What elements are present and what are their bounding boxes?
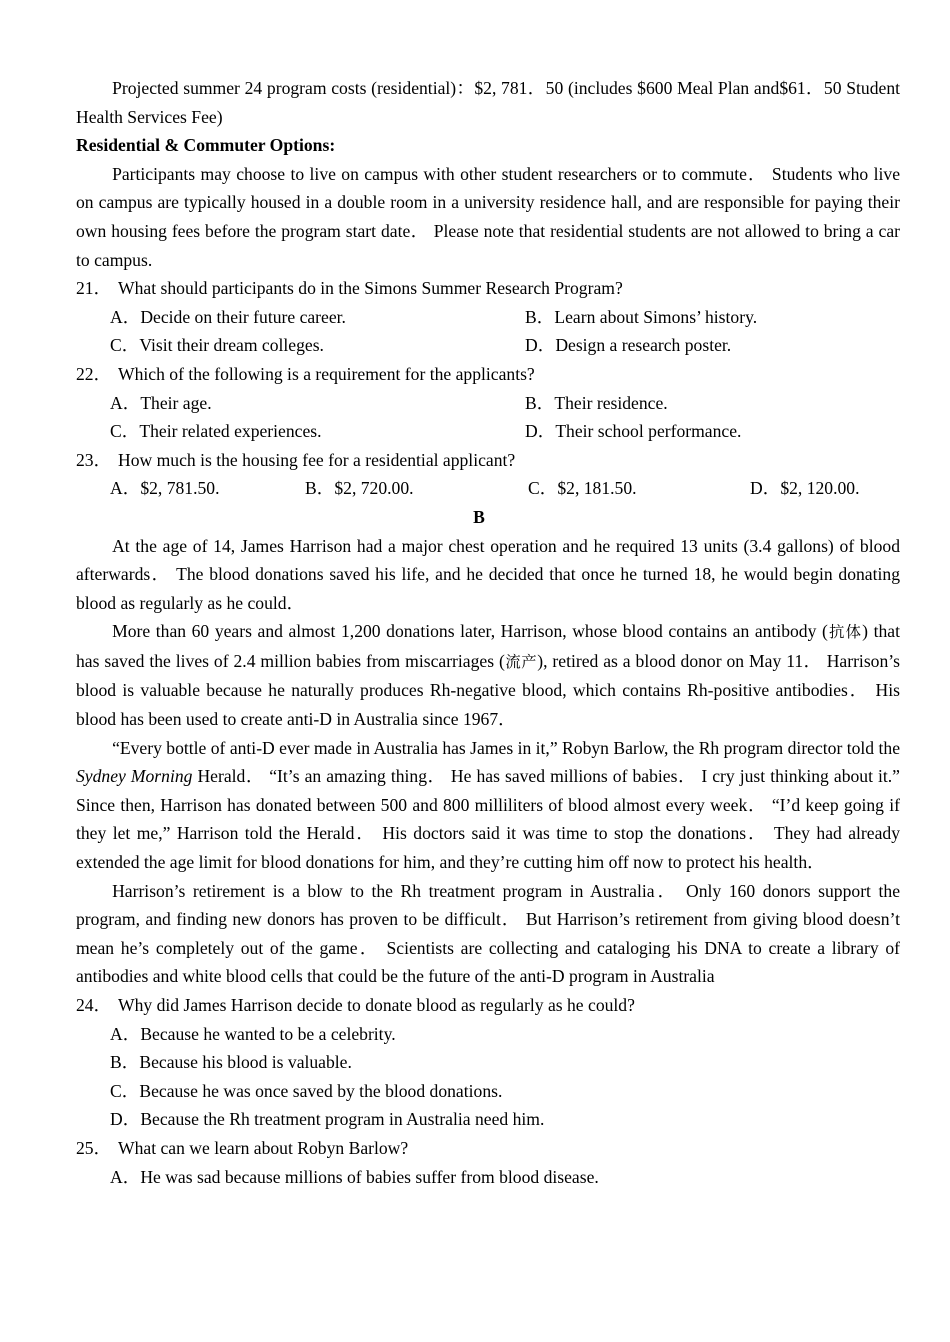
option-text: Their related experiences. [139, 421, 322, 442]
question-22-number: 22． [76, 363, 112, 384]
option-text: Learn about Simons’ history. [554, 306, 758, 327]
question-24-text: Why did James Harrison decide to donate blood as regularly as he could? [118, 995, 635, 1015]
question-25-text: What can we learn about Robyn Barlow? [118, 1137, 409, 1158]
option-text: $2, 120.00. [780, 478, 860, 499]
options-paragraph: Participants may choose to live on campus with other student researchers or to commute． Students who live on campus are typically housed in a double room in a university residence hall, and are responsible for paying their own housing fees before the program start date． Please note that residential students are not allowed to bring a car to campus. [76, 163, 900, 270]
section-letter-b: B [473, 506, 485, 527]
option-label: C． [528, 478, 558, 499]
question-22-options-row-1 [76, 389, 900, 418]
question-22-text: Which of the following is a requirement for the applicants? [118, 363, 535, 384]
option-label: C． [110, 421, 140, 442]
question-22 [76, 360, 900, 389]
option-text: Because he wanted to be a celebrity. [140, 1023, 396, 1044]
question-24-option-d[interactable] [76, 1105, 900, 1134]
question-21-option-b[interactable] [525, 303, 757, 332]
passage-text-segment: “Every bottle of anti-D ever made in Australia has James in it,” Robyn Barlow, the Rh program director told the [112, 737, 900, 758]
option-label: A． [110, 392, 141, 413]
passage-b-paragraph-4: Harrison’s retirement is a blow to the Rh treatment program in Australia． Only 160 donors support the program, and finding new donors has proven to be difficult． But Harrison’s retirement from giving blood doesn’t mean he’s completely out of the game． Scientists are collecting and cataloging his DNA to create a library of antibodies and white blood cells that could be the future of the anti-D program in Australia [76, 880, 900, 987]
option-label: C． [110, 1080, 140, 1101]
passage-text-segment: ), retired as a blood donor on May 11． Harrison’s blood is valuable because he naturally produces Rh-negative blood, which contains Rh-positive antibodies． His blood has been used to create anti-D in Australia since 1967． [76, 650, 900, 730]
question-23-option-d[interactable] [750, 474, 859, 503]
option-text: $2, 781.50. [140, 478, 220, 499]
question-21-option-c[interactable] [110, 331, 324, 360]
passage-b-paragraph-3 [76, 734, 900, 877]
option-text: Because his blood is valuable. [139, 1052, 352, 1073]
option-text: Because he was once saved by the blood donations. [139, 1080, 503, 1101]
question-23-option-a[interactable] [110, 474, 219, 503]
question-22-options-row-2 [76, 417, 900, 446]
option-label: B． [525, 392, 555, 413]
passage-b-paragraph-2 [76, 617, 900, 733]
question-21-option-a[interactable] [110, 303, 346, 332]
option-label: B． [525, 306, 555, 327]
question-21-options-row-2 [76, 331, 900, 360]
option-label: A． [110, 1023, 141, 1044]
question-24-option-c[interactable] [76, 1077, 900, 1106]
question-23-options-row [76, 474, 900, 503]
chinese-gloss-miscarriage: 流产 [504, 652, 538, 671]
question-23-option-b[interactable] [305, 474, 414, 503]
question-21-text: What should participants do in the Simons Summer Research Program? [118, 278, 623, 299]
option-text: $2, 181.50. [557, 478, 637, 499]
option-label: D． [525, 335, 556, 356]
option-label: A． [110, 306, 141, 327]
question-25 [76, 1134, 900, 1163]
option-label: C． [110, 335, 140, 356]
question-22-option-b[interactable] [525, 389, 668, 418]
question-25-option-a[interactable] [76, 1163, 900, 1192]
question-22-option-a[interactable] [110, 389, 212, 418]
option-text: Decide on their future career. [140, 306, 346, 327]
question-23-text: How much is the housing fee for a residential applicant? [118, 449, 516, 470]
option-label: D． [525, 421, 556, 442]
question-21-options-row-1 [76, 303, 900, 332]
residential-commuter-heading: Residential & Commuter Options: [76, 135, 336, 156]
question-24 [76, 991, 900, 1020]
question-24-option-b[interactable] [76, 1048, 900, 1077]
passage-b-paragraph-1: At the age of 14, James Harrison had a major chest operation and he required 13 units (3.4 gallons) of blood afterwards． The blood donations saved his life, and he decided that once he turned 18, he would begin donating blood as regularly as he could． [76, 535, 900, 613]
question-21-number: 21． [76, 278, 112, 299]
option-text: Their age. [140, 392, 212, 413]
question-21-option-d[interactable] [525, 331, 731, 360]
option-text: He was sad because millions of babies suffer from blood disease. [140, 1166, 599, 1187]
option-text: Visit their dream colleges. [139, 335, 324, 356]
question-24-option-a[interactable] [76, 1020, 900, 1049]
passage-text-segment: ) that has saved the lives of 2.4 million babies from miscarriages ( [76, 621, 900, 671]
chinese-gloss-antibody: 抗体 [827, 623, 863, 642]
question-22-option-d[interactable] [525, 417, 741, 446]
question-24-number: 24． [76, 995, 112, 1015]
newspaper-title-italic: Sydney Morning [76, 766, 193, 787]
question-23-number: 23． [76, 449, 112, 470]
intro-paragraph: Projected summer 24 program costs (residential)：$2, 781．50 (includes $600 Meal Plan and$61．50 Student Health Services Fee) [76, 78, 900, 127]
option-label: A． [110, 1166, 141, 1187]
option-text: Their residence. [554, 392, 668, 413]
question-21 [76, 274, 900, 303]
option-text: Design a research poster. [555, 335, 732, 356]
option-label: A． [110, 478, 141, 499]
option-label: D． [110, 1109, 141, 1130]
question-25-number: 25． [76, 1137, 112, 1158]
passage-text-segment: More than 60 years and almost 1,200 donations later, Harrison, whose blood contains an antibody ( [112, 621, 828, 642]
option-label: B． [110, 1052, 140, 1073]
option-label: D． [750, 478, 781, 499]
passage-text-segment: Herald． “It’s an amazing thing． He has saved millions of babies． I cry just thinking about it.” Since then, Harrison has donated between 500 and 800 milliliters of blood almost every week． “I’d keep going if they let me,” Harrison told the Herald． His doctors said it was time to stop the donations． They had already extended the age limit for blood donations for him, and they’re cutting him off now to protect his health． [76, 766, 900, 873]
option-text: Their school performance. [555, 421, 742, 442]
question-23 [76, 446, 900, 475]
question-22-option-c[interactable] [110, 417, 322, 446]
option-text: Because the Rh treatment program in Australia need him. [140, 1109, 545, 1130]
option-label: B． [305, 478, 335, 499]
question-23-option-c[interactable] [528, 474, 637, 503]
option-text: $2, 720.00. [334, 478, 414, 499]
